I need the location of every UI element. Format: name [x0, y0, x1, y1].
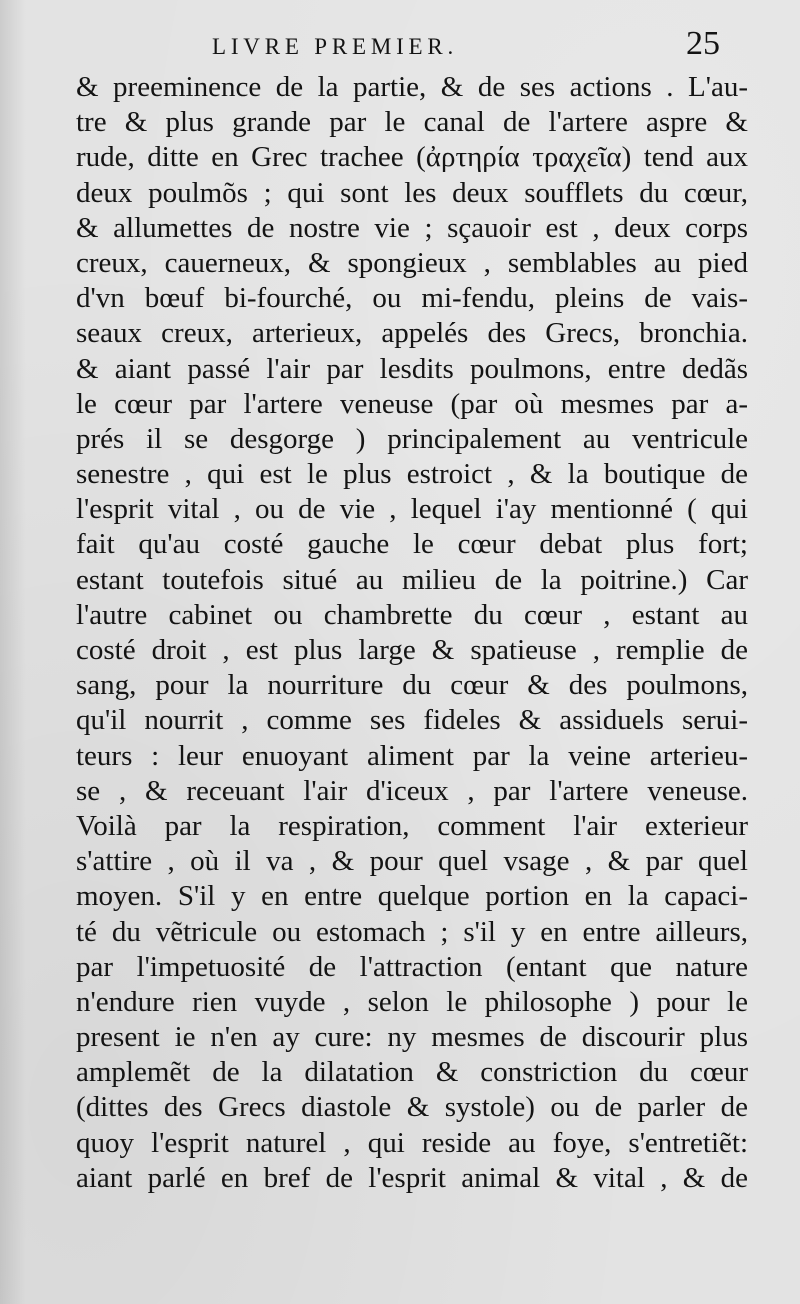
text-line: Voilà par la respiration, comment l'air exterieur — [76, 809, 748, 842]
text-line: fait qu'au costé gauche le cœur debat plus fort; — [76, 528, 748, 561]
text-line: amplemẽt de la dilatation & constriction du cœur — [76, 1056, 748, 1089]
text-line: prés il se desgorge ) principalement au ventricule — [76, 422, 748, 455]
text-line: par l'impetuosité de l'attraction (entant que nature — [76, 950, 748, 983]
text-line: deux poulmõs ; qui sont les deux soufflets du cœur, — [76, 176, 748, 209]
text-line: tre & plus grande par le canal de l'artere aspre & — [76, 106, 748, 139]
text-line: (dittes des Grecs diastole & systole) ou de parler de — [76, 1091, 748, 1124]
gutter-shadow — [0, 0, 26, 1304]
text-line: rude, ditte en Grec trachee (ἀρτηρία τραχεῖα) tend aux — [76, 141, 748, 174]
text-line: se , & receuant l'air d'iceux , par l'artere veneuse. — [76, 774, 748, 807]
text-line: seaux creux, arterieux, appelés des Grecs, bronchia. — [76, 317, 748, 350]
text-line: l'autre cabinet ou chambrette du cœur , estant au — [76, 598, 748, 631]
page-number: 25 — [686, 25, 720, 62]
text-line: present ie n'en ay cure: ny mesmes de discourir plus — [76, 1021, 748, 1054]
text-line: le cœur par l'artere veneuse (par où mesmes par a- — [76, 387, 748, 420]
text-line: creux, cauerneux, & spongieux , semblables au pied — [76, 246, 748, 279]
body-text — [76, 70, 748, 1196]
text-line: & aiant passé l'air par lesdits poulmons, entre dedãs — [76, 352, 748, 385]
text-line: moyen. S'il y en entre quelque portion en la capaci- — [76, 880, 748, 913]
text-line: & allumettes de nostre vie ; sçauoir est , deux corps — [76, 211, 748, 244]
text-line: sang, pour la nourriture du cœur & des poulmons, — [76, 669, 748, 702]
text-line: qu'il nourrit , comme ses fideles & assiduels serui- — [76, 704, 748, 737]
text-line: senestre , qui est le plus estroict , & la boutique de — [76, 458, 748, 491]
text-line: aiant parlé en bref de l'esprit animal & vital , & de — [76, 1161, 748, 1194]
text-line: s'attire , où il va , & pour quel vsage , & par quel — [76, 845, 748, 878]
running-head-title: LIVRE PREMIER. — [212, 34, 459, 59]
text-line: l'esprit vital , ou de vie , lequel i'ay mentionné ( qui — [76, 493, 748, 526]
text-line: estant toutefois situé au milieu de la poitrine.) Car — [76, 563, 748, 596]
text-line: teurs : leur enuoyant aliment par la veine arterieu- — [76, 739, 748, 772]
text-line: té du vẽtricule ou estomach ; s'il y en entre ailleurs, — [76, 915, 748, 948]
text-line: costé droit , est plus large & spatieuse , remplie de — [76, 634, 748, 666]
text-line: d'vn bœuf bi-fourché, ou mi-fendu, pleins de vais- — [76, 282, 748, 315]
text-line: n'endure rien vuyde , selon le philosophe ) pour le — [76, 985, 748, 1018]
text-line: & preeminence de la partie, & de ses actions . L'au- — [76, 71, 748, 103]
running-head — [0, 10, 800, 70]
text-line: quoy l'esprit naturel , qui reside au foye, s'entretiẽt: — [76, 1126, 748, 1159]
